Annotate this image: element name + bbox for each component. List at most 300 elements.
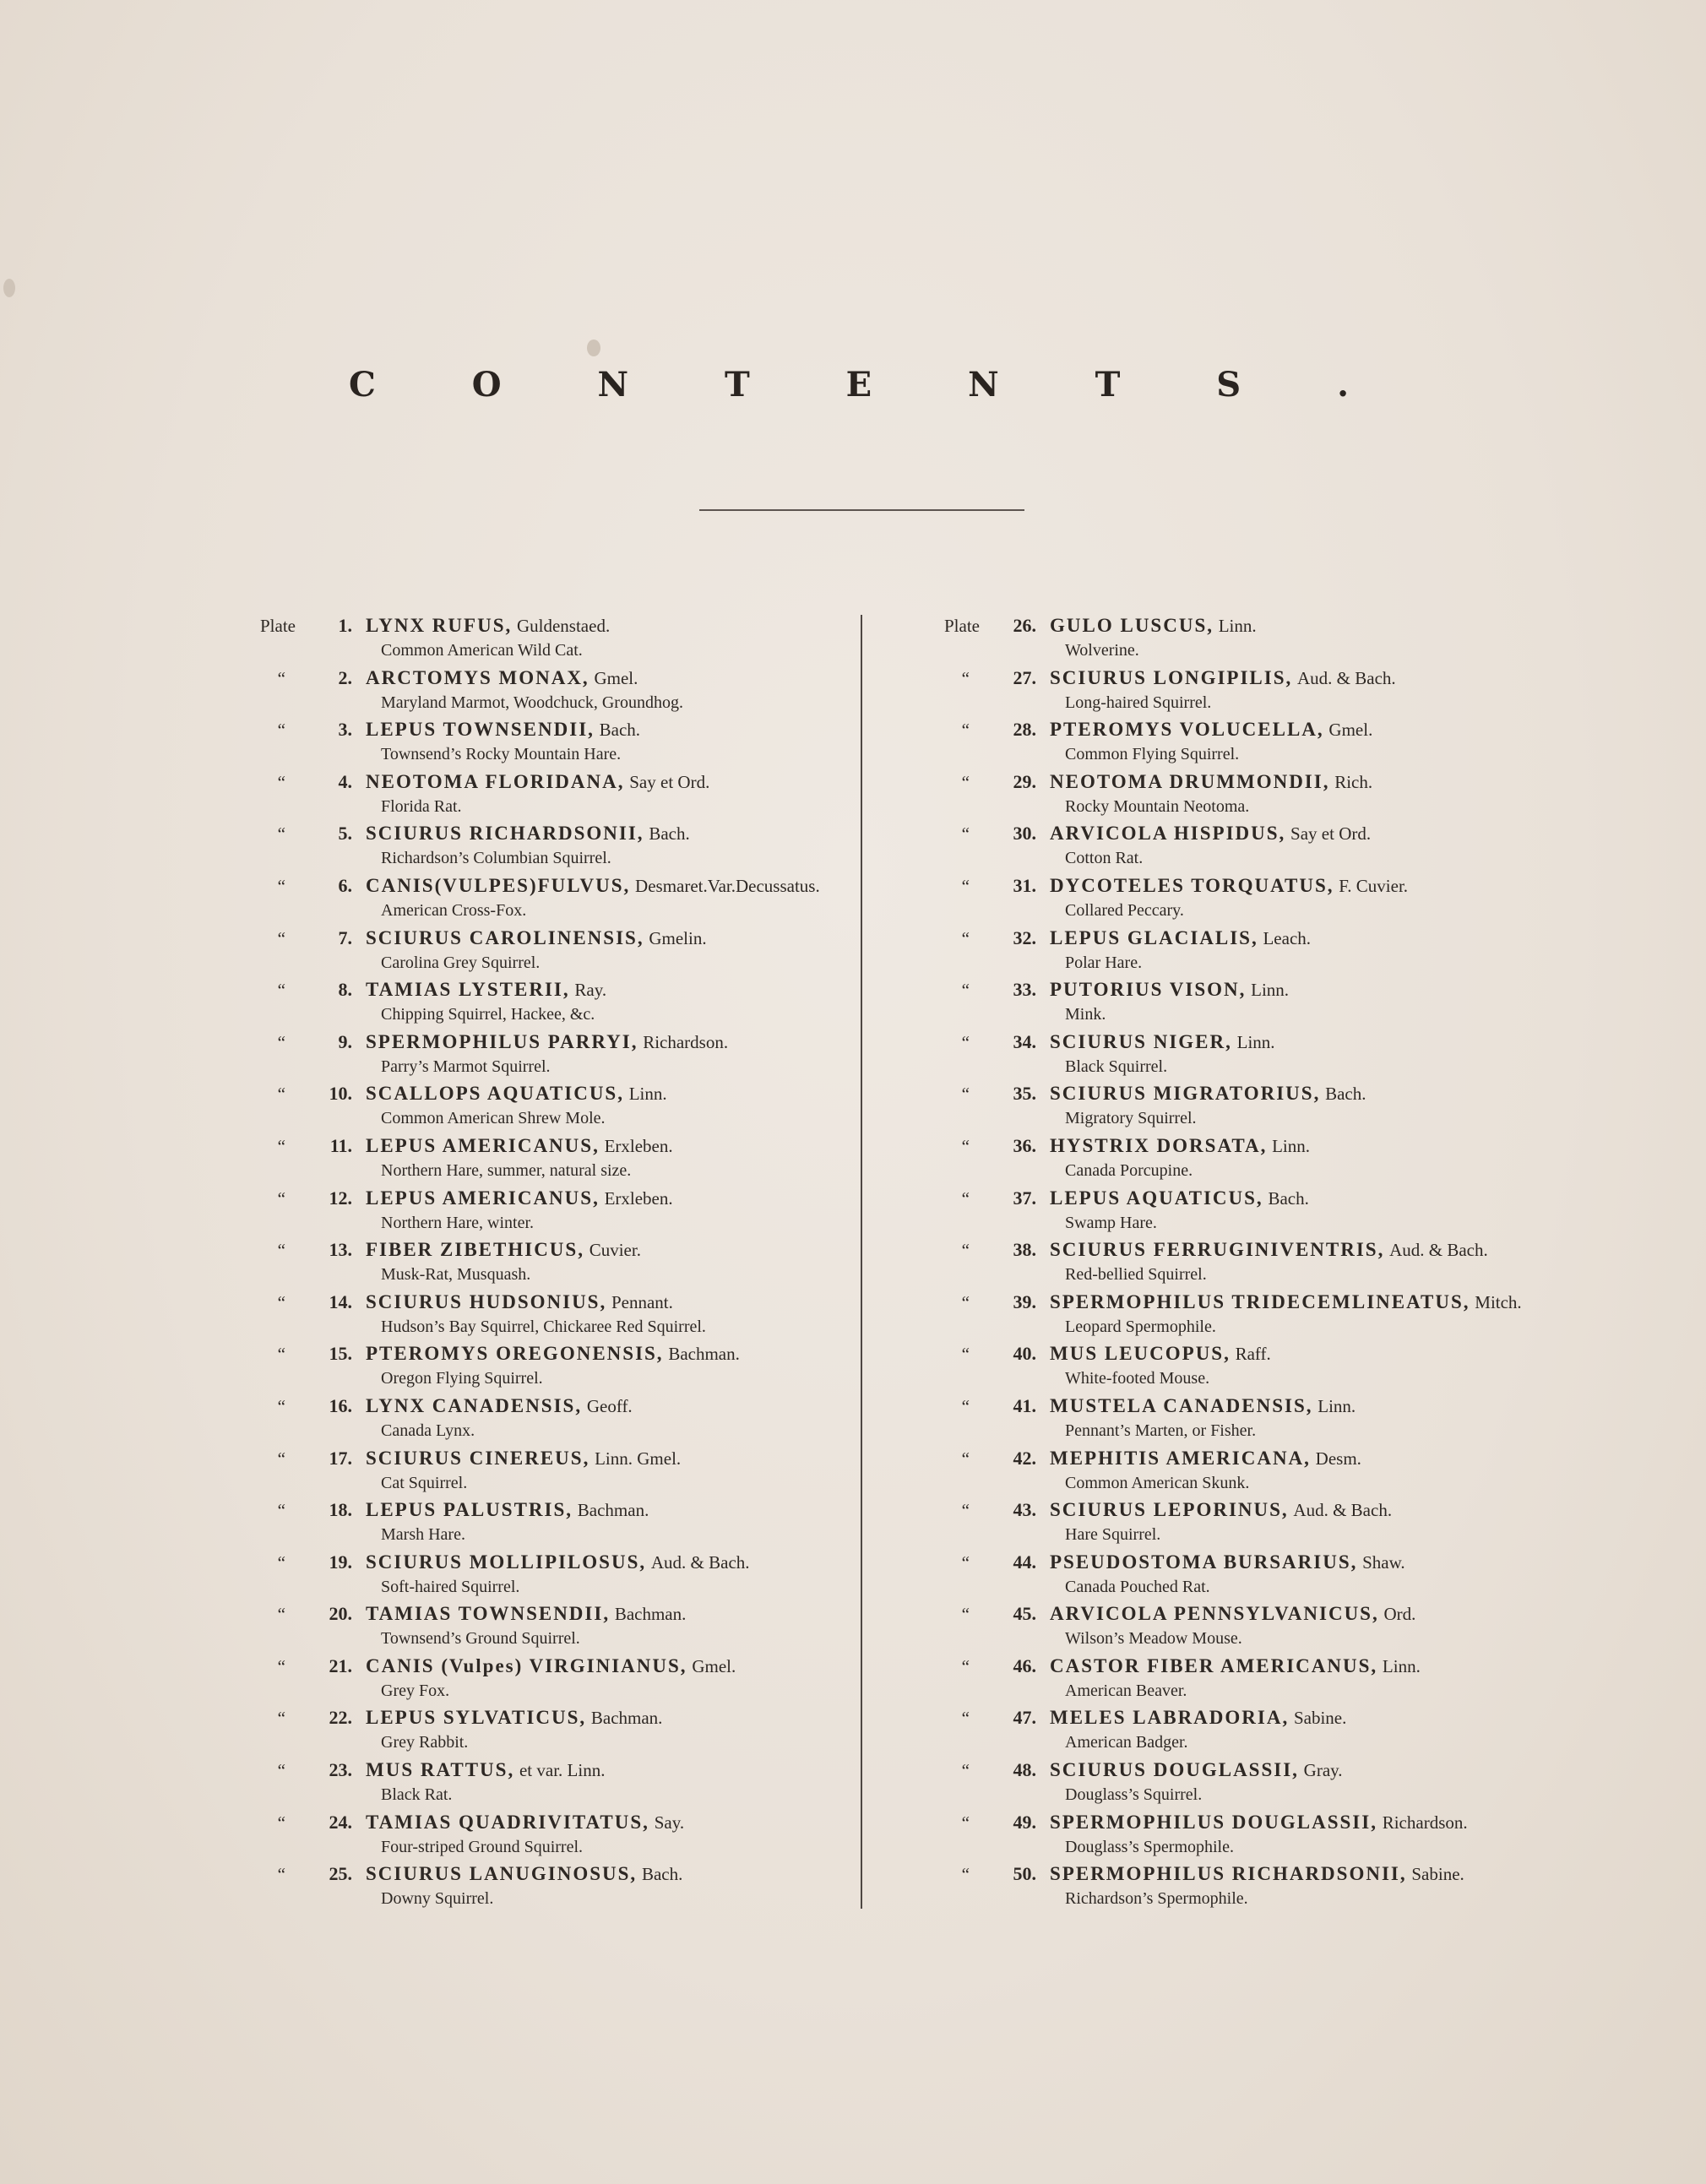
entry-heading (260, 1184, 851, 1212)
entry-heading (260, 1808, 851, 1836)
authority: Linn. (628, 1084, 667, 1105)
ditto-mark: “ (961, 1760, 970, 1781)
entry-heading (944, 872, 1535, 899)
plate-number: 18. (329, 1499, 352, 1521)
contents-entry (260, 975, 851, 1028)
authority: Gmel. (1328, 720, 1373, 741)
plate-number: 14. (329, 1290, 352, 1312)
contents-entry (260, 1600, 851, 1652)
scientific-name: CASTOR FIBER AMERICANUS, (1050, 1654, 1378, 1676)
scientific-name: ARVICOLA HISPIDUS, (1050, 823, 1286, 845)
scientific-name: MUSTELA CANADENSIS, (1050, 1394, 1313, 1416)
common-name: Collared Peccary. (1065, 900, 1184, 920)
common-name: Canada Lynx. (381, 1421, 475, 1440)
scientific-name: CANIS (Vulpes) VIRGINIANUS, (366, 1654, 687, 1676)
scientific-name: LEPUS GLACIALIS, (1050, 926, 1258, 948)
plate-number: 35. (1013, 1083, 1036, 1105)
scientific-name: DYCOTELES TORQUATUS, (1050, 874, 1334, 896)
ditto-mark: “ (277, 1708, 285, 1729)
scientific-name: SCIURUS NIGER, (1050, 1030, 1232, 1052)
authority: Sabine. (1293, 1708, 1347, 1729)
authority: Bachman. (668, 1344, 740, 1365)
scientific-name: MEPHITIS AMERICANA, (1050, 1447, 1311, 1469)
scientific-name: LYNX CANADENSIS, (366, 1394, 583, 1416)
common-name: Red-bellied Squirrel. (1065, 1265, 1207, 1285)
ditto-mark: “ (961, 1135, 970, 1156)
entry-heading (944, 1392, 1535, 1420)
ditto-mark: “ (961, 875, 970, 896)
contents-entry (260, 1756, 851, 1808)
plate-number: 20. (329, 1603, 352, 1625)
plate-number: 49. (1013, 1811, 1036, 1833)
ditto-mark: “ (961, 1031, 970, 1052)
common-name: Grey Rabbit. (381, 1733, 469, 1752)
entry-heading (944, 1496, 1535, 1524)
plate-number: 46. (1013, 1654, 1036, 1676)
common-name: Soft-haired Squirrel. (381, 1577, 520, 1596)
scientific-name: LEPUS AMERICANUS, (366, 1187, 600, 1209)
authority: Ord. (1383, 1604, 1416, 1625)
ditto-mark: “ (277, 1655, 285, 1676)
scientific-name: PUTORIUS VISON, (1050, 979, 1247, 1001)
plate-number: 32. (1013, 926, 1036, 948)
common-name: Polar Hare. (1065, 953, 1143, 972)
contents-entry (944, 1028, 1535, 1080)
scientific-name: SPERMOPHILUS DOUGLASSII, (1050, 1811, 1377, 1833)
scientific-name: SCIURUS RICHARDSONII, (366, 823, 644, 845)
authority: Bach. (1268, 1187, 1309, 1209)
plate-number: 2. (338, 666, 352, 688)
contents-entry (944, 1079, 1535, 1132)
ditto-mark: “ (277, 1240, 285, 1261)
scientific-name: SCIURUS LEPORINUS, (1050, 1499, 1289, 1521)
contents-entry (260, 819, 851, 872)
plate-number: 34. (1013, 1030, 1036, 1052)
common-name: Chipping Squirrel, Hackee, &c. (381, 1005, 595, 1024)
scientific-name: SCIURUS DOUGLASSII, (1050, 1759, 1299, 1781)
plate-number: 25. (329, 1863, 352, 1885)
paper-speck (3, 279, 15, 297)
entry-heading (260, 819, 851, 847)
ditto-mark: “ (277, 1344, 285, 1365)
common-name: Leopard Spermophile. (1065, 1317, 1216, 1336)
entry-heading (944, 664, 1535, 692)
ditto-mark: “ (961, 1344, 970, 1365)
common-name: Canada Pouched Rat. (1065, 1577, 1210, 1596)
plate-number: 11. (329, 1134, 352, 1156)
authority: Bachman. (590, 1708, 663, 1729)
authority: Raff. (1235, 1344, 1271, 1365)
common-name: Common American Wild Cat. (381, 641, 583, 660)
contents-entry (260, 1184, 851, 1236)
scientific-name: PSEUDOSTOMA BURSARIUS, (1050, 1551, 1358, 1573)
common-name: Wilson’s Meadow Mouse. (1065, 1629, 1242, 1649)
common-name: Northern Hare, winter. (381, 1213, 535, 1232)
common-name: Hare Squirrel. (1065, 1525, 1161, 1545)
scientific-name: LEPUS PALUSTRIS, (366, 1499, 573, 1521)
contents-entry (260, 1548, 851, 1600)
ditto-mark: “ (961, 980, 970, 1001)
contents-entry (260, 1444, 851, 1497)
scientific-name: LEPUS AMERICANUS, (366, 1134, 600, 1156)
contents-entry (944, 1600, 1535, 1652)
scientific-name: FIBER ZIBETHICUS, (366, 1239, 584, 1261)
plate-number: 42. (1013, 1447, 1036, 1469)
contents-entry (260, 1079, 851, 1132)
contents-entry (260, 1496, 851, 1548)
paper-speck (587, 340, 600, 356)
entry-heading (260, 1756, 851, 1784)
common-name: Black Rat. (381, 1785, 453, 1805)
authority: et var. Linn. (519, 1760, 606, 1781)
contents-entry (944, 924, 1535, 976)
scientific-name: NEOTOMA DRUMMONDII, (1050, 770, 1330, 792)
scientific-name: SCIURUS LANUGINOSUS, (366, 1863, 638, 1885)
column-divider (861, 615, 862, 1909)
common-name: Long-haired Squirrel. (1065, 693, 1212, 712)
authority: Bachman. (577, 1500, 649, 1521)
plate-number: 27. (1013, 666, 1036, 688)
entry-heading (260, 1548, 851, 1576)
entry-heading (260, 1288, 851, 1316)
entry-heading (944, 1132, 1535, 1160)
authority: Linn. (1236, 1031, 1275, 1052)
entry-heading (260, 1132, 851, 1160)
contents-column-left (260, 611, 851, 1912)
common-name: Richardson’s Spermophile. (1065, 1889, 1248, 1909)
contents-entry (260, 924, 851, 976)
ditto-mark: “ (961, 1395, 970, 1416)
authority: Ray. (574, 980, 607, 1001)
contents-entry (944, 1444, 1535, 1497)
contents-entry (260, 1236, 851, 1288)
contents-entry (944, 1392, 1535, 1444)
contents-entry (944, 1808, 1535, 1861)
contents-entry (260, 768, 851, 820)
ditto-mark: “ (277, 1604, 285, 1625)
ditto-mark: “ (277, 875, 285, 896)
entry-heading (260, 1600, 851, 1627)
ditto-mark: “ (277, 1135, 285, 1156)
plate-number: 8. (338, 979, 352, 1001)
entry-heading (944, 1703, 1535, 1731)
plate-number: 1. (338, 615, 352, 636)
common-name: Douglass’s Spermophile. (1065, 1837, 1234, 1856)
entry-heading (944, 1079, 1535, 1107)
plate-number: 38. (1013, 1239, 1036, 1261)
common-name: Canada Porcupine. (1065, 1160, 1193, 1180)
plate-number: 45. (1013, 1603, 1036, 1625)
common-name: Douglass’s Squirrel. (1065, 1785, 1203, 1805)
entry-heading (944, 1236, 1535, 1263)
ditto-mark: “ (277, 1084, 285, 1105)
authority: Linn. (1272, 1135, 1311, 1156)
ditto-mark: “ (961, 1291, 970, 1312)
contents-entry (944, 1652, 1535, 1704)
ditto-mark: “ (961, 771, 970, 792)
plate-number: 16. (329, 1394, 352, 1416)
entry-heading (944, 1860, 1535, 1888)
ditto-mark: “ (277, 1864, 285, 1885)
ditto-mark: “ (961, 823, 970, 845)
contents-entry (944, 664, 1535, 716)
authority: Bach. (649, 823, 690, 845)
ditto-mark: “ (961, 1448, 970, 1469)
ditto-mark: “ (277, 1448, 285, 1469)
plate-number: 3. (338, 719, 352, 741)
scientific-name: CANIS(VULPES)FULVUS, (366, 874, 631, 896)
ditto-mark: “ (277, 1187, 285, 1209)
plate-number: 22. (329, 1707, 352, 1729)
authority: Pennant. (611, 1291, 673, 1312)
ditto-mark: “ (961, 1084, 970, 1105)
contents-entry (260, 1860, 851, 1912)
contents-entry (944, 1184, 1535, 1236)
entry-heading (260, 715, 851, 743)
contents-entry (260, 715, 851, 768)
authority: Gmelin. (649, 927, 707, 948)
scientific-name: TAMIAS TOWNSENDII, (366, 1603, 611, 1625)
entry-heading (944, 1288, 1535, 1316)
ditto-mark: “ (277, 667, 285, 688)
authority: Richardson. (1382, 1812, 1468, 1833)
authority: Geoff. (586, 1395, 633, 1416)
scientific-name: MELES LABRADORIA, (1050, 1707, 1290, 1729)
common-name: Florida Rat. (381, 796, 462, 816)
authority: Bach. (599, 720, 641, 741)
common-name: Townsend’s Rocky Mountain Hare. (381, 745, 622, 764)
scientific-name: LEPUS TOWNSENDII, (366, 719, 595, 741)
ditto-mark: “ (277, 1291, 285, 1312)
ditto-mark: “ (277, 1031, 285, 1052)
plate-number: 9. (338, 1030, 352, 1052)
entry-heading (944, 819, 1535, 847)
scientific-name: GULO LUSCUS, (1050, 615, 1214, 636)
contents-entry (944, 819, 1535, 872)
ditto-mark: “ (277, 1500, 285, 1521)
plate-number: 30. (1013, 823, 1036, 845)
common-name: Oregon Flying Squirrel. (381, 1369, 543, 1388)
contents-entry (944, 1548, 1535, 1600)
contents-entry (260, 872, 851, 924)
common-name: American Cross-Fox. (381, 900, 527, 920)
common-name: Richardson’s Columbian Squirrel. (381, 849, 611, 868)
plate-number: 44. (1013, 1551, 1036, 1573)
ditto-mark: “ (961, 1655, 970, 1676)
entry-heading (944, 1339, 1535, 1367)
scientific-name: SCALLOPS AQUATICUS, (366, 1083, 624, 1105)
common-name: Northern Hare, summer, natural size. (381, 1160, 632, 1180)
common-name: Downy Squirrel. (381, 1889, 494, 1909)
scientific-name: SCIURUS CAROLINENSIS, (366, 926, 644, 948)
plate-number: 40. (1013, 1343, 1036, 1365)
entry-heading (260, 1444, 851, 1472)
common-name: Common American Skunk. (1065, 1473, 1250, 1492)
entry-heading (260, 1339, 851, 1367)
ditto-mark: “ (277, 1395, 285, 1416)
plate-number: 13. (329, 1239, 352, 1261)
common-name: Black Squirrel. (1065, 1057, 1168, 1076)
contents-entry (260, 1808, 851, 1861)
plate-number: 48. (1013, 1759, 1036, 1781)
common-name: Grey Fox. (381, 1681, 450, 1700)
entry-heading (944, 1184, 1535, 1212)
authority: Aud. & Bach. (650, 1551, 750, 1573)
contents-entry (260, 611, 851, 664)
plate-number: 39. (1013, 1290, 1036, 1312)
scientific-name: SCIURUS MOLLIPILOSUS, (366, 1551, 647, 1573)
contents-entry (260, 1288, 851, 1340)
authority: Desm. (1315, 1448, 1361, 1469)
entry-heading (260, 1079, 851, 1107)
authority: Erxleben. (604, 1187, 673, 1209)
plate-number: 17. (329, 1447, 352, 1469)
plate-number: 29. (1013, 770, 1036, 792)
scientific-name: SCIURUS FERRUGINIVENTRIS, (1050, 1239, 1385, 1261)
scientific-name: SCIURUS CINEREUS, (366, 1447, 590, 1469)
plate-number: 26. (1013, 615, 1036, 636)
authority: Aud. & Bach. (1293, 1500, 1393, 1521)
entry-heading (944, 1600, 1535, 1627)
entry-heading (260, 1028, 851, 1056)
authority: Shaw. (1362, 1551, 1405, 1573)
contents-entry (944, 1288, 1535, 1340)
authority: Bachman. (614, 1604, 687, 1625)
entry-heading (260, 1652, 851, 1680)
authority: Desmaret.Var.Decussatus. (635, 875, 820, 896)
ditto-mark: “ (961, 1708, 970, 1729)
common-name: Marsh Hare. (381, 1525, 465, 1545)
entry-heading (944, 1808, 1535, 1836)
entry-heading (944, 768, 1535, 796)
plate-number: 21. (329, 1654, 352, 1676)
entry-heading (260, 611, 851, 639)
ditto-mark: “ (961, 1500, 970, 1521)
ditto-mark: “ (277, 720, 285, 741)
contents-entry (260, 1652, 851, 1704)
contents-entry (944, 1703, 1535, 1756)
common-name: Four-striped Ground Squirrel. (381, 1837, 584, 1856)
ditto-mark: “ (961, 1604, 970, 1625)
entry-heading (944, 924, 1535, 952)
entry-heading (260, 664, 851, 692)
authority: F. Cuvier. (1339, 875, 1409, 896)
authority: Gray. (1303, 1760, 1343, 1781)
authority: Sabine. (1411, 1864, 1464, 1885)
common-name: Hudson’s Bay Squirrel, Chickaree Red Squirrel. (381, 1317, 706, 1336)
common-name: Parry’s Marmot Squirrel. (381, 1057, 551, 1076)
plate-number: 10. (329, 1083, 352, 1105)
authority: Linn. (1251, 980, 1290, 1001)
authority: Linn. (1382, 1655, 1421, 1676)
ditto-mark: “ (961, 1240, 970, 1261)
entry-heading (944, 1444, 1535, 1472)
plate-number: 36. (1013, 1134, 1036, 1156)
ditto-mark: “ (961, 927, 970, 948)
common-name: Common American Shrew Mole. (381, 1109, 606, 1128)
scientific-name: SCIURUS MIGRATORIUS, (1050, 1083, 1321, 1105)
ditto-mark: “ (961, 720, 970, 741)
common-name: Swamp Hare. (1065, 1213, 1157, 1232)
scientific-name: ARCTOMYS MONAX, (366, 666, 589, 688)
plate-number: 24. (329, 1811, 352, 1833)
ditto-mark: “ (277, 771, 285, 792)
ditto-mark: “ (277, 927, 285, 948)
common-name: Carolina Grey Squirrel. (381, 953, 541, 972)
plate-number: 41. (1013, 1394, 1036, 1416)
scientific-name: ARVICOLA PENNSYLVANICUS, (1050, 1603, 1379, 1625)
common-name: Musk-Rat, Musquash. (381, 1265, 531, 1285)
plate-number: 28. (1013, 719, 1036, 741)
ditto-mark: “ (961, 667, 970, 688)
contents-entry (944, 1860, 1535, 1912)
common-name: Pennant’s Marten, or Fisher. (1065, 1421, 1257, 1440)
plate-label: Plate (260, 616, 296, 636)
contents-entry (260, 1703, 851, 1756)
authority: Richardson. (643, 1031, 729, 1052)
entry-heading (944, 1548, 1535, 1576)
scientific-name: NEOTOMA FLORIDANA, (366, 770, 625, 792)
plate-label: Plate (944, 616, 980, 636)
plate-number: 43. (1013, 1499, 1036, 1521)
entry-heading (260, 924, 851, 952)
ditto-mark: “ (277, 1812, 285, 1833)
entry-heading (944, 611, 1535, 639)
entry-heading (260, 1703, 851, 1731)
scientific-name: TAMIAS QUADRIVITATUS, (366, 1811, 649, 1833)
entry-heading (260, 872, 851, 899)
plate-number: 6. (338, 874, 352, 896)
contents-entry (260, 1132, 851, 1184)
authority: Leach. (1263, 927, 1312, 948)
contents-entry (944, 1339, 1535, 1392)
entry-heading (944, 1028, 1535, 1056)
plate-number: 12. (329, 1187, 352, 1209)
entry-heading (944, 975, 1535, 1003)
common-name: White-footed Mouse. (1065, 1369, 1210, 1388)
ditto-mark: “ (277, 1551, 285, 1573)
authority: Gmel. (594, 667, 638, 688)
scientific-name: LEPUS AQUATICUS, (1050, 1187, 1263, 1209)
scientific-name: PTEROMYS VOLUCELLA, (1050, 719, 1324, 741)
plate-number: 4. (338, 770, 352, 792)
authority: Linn. Gmel. (595, 1448, 682, 1469)
entry-heading (944, 1756, 1535, 1784)
common-name: Cat Squirrel. (381, 1473, 468, 1492)
authority: Guldenstaed. (516, 616, 611, 636)
contents-entry (944, 872, 1535, 924)
contents-entry (944, 1496, 1535, 1548)
scientific-name: LEPUS SYLVATICUS, (366, 1707, 587, 1729)
entry-heading (260, 975, 851, 1003)
common-name: Wolverine. (1065, 641, 1139, 660)
authority: Rich. (1334, 771, 1373, 792)
contents-entry (260, 1392, 851, 1444)
authority: Say et Ord. (1290, 823, 1372, 845)
authority: Erxleben. (604, 1135, 673, 1156)
entry-heading (260, 1236, 851, 1263)
ditto-mark: “ (961, 1812, 970, 1833)
ditto-mark: “ (961, 1551, 970, 1573)
authority: Gmel. (692, 1655, 736, 1676)
common-name: Mink. (1065, 1005, 1106, 1024)
common-name: Cotton Rat. (1065, 849, 1144, 868)
ditto-mark: “ (277, 1760, 285, 1781)
authority: Mitch. (1475, 1291, 1522, 1312)
authority: Linn. (1318, 1395, 1356, 1416)
common-name: Migratory Squirrel. (1065, 1109, 1197, 1128)
common-name: Common Flying Squirrel. (1065, 745, 1240, 764)
